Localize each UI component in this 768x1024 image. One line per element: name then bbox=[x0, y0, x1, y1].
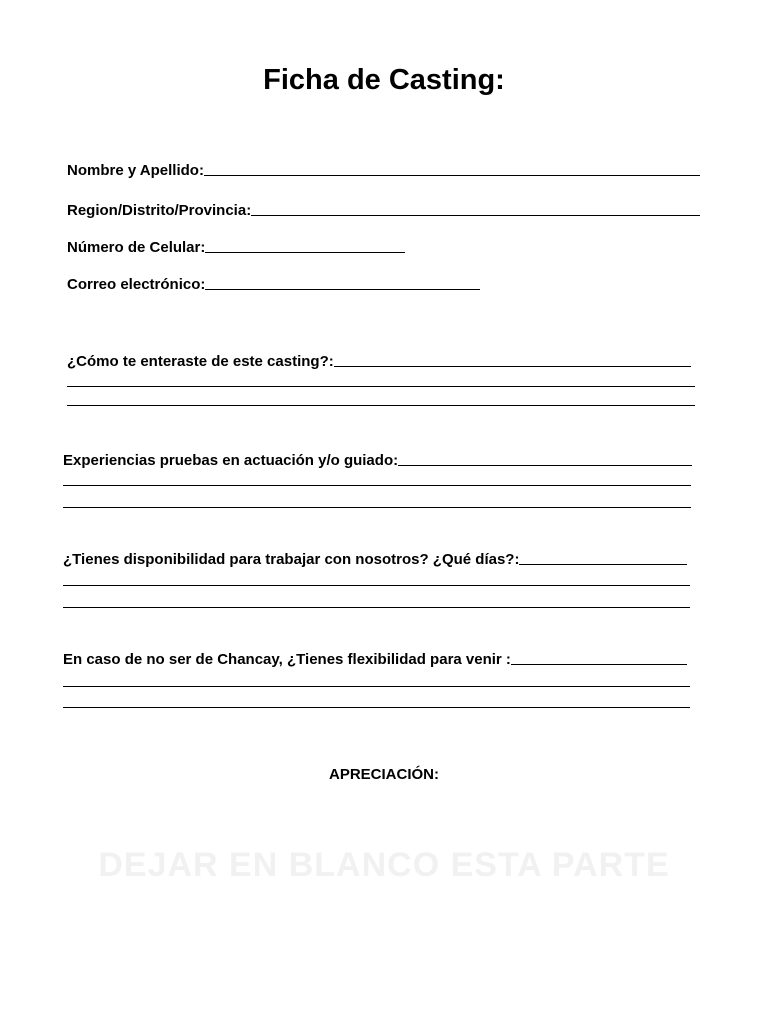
question-availability-label: ¿Tienes disponibilidad para trabajar con nosotros? ¿Qué días?: bbox=[63, 551, 520, 568]
email-input-line[interactable] bbox=[205, 288, 480, 290]
question-availability-line[interactable] bbox=[519, 563, 687, 565]
name-label: Nombre y Apellido: bbox=[67, 162, 204, 179]
phone-label: Número de Celular: bbox=[67, 239, 206, 256]
question-source-label: ¿Cómo te enteraste de este casting?: bbox=[67, 353, 334, 370]
phone-input-line[interactable] bbox=[205, 251, 405, 253]
answer-line[interactable] bbox=[63, 607, 690, 608]
name-input-line[interactable] bbox=[204, 174, 700, 176]
answer-line[interactable] bbox=[63, 507, 691, 508]
region-field bbox=[67, 202, 700, 219]
question-flexibility-line[interactable] bbox=[511, 663, 687, 665]
answer-line[interactable] bbox=[67, 386, 695, 387]
answer-line[interactable] bbox=[63, 707, 690, 708]
question-source-line[interactable] bbox=[334, 365, 691, 367]
question-flexibility-label: En caso de no ser de Chancay, ¿Tienes flexibilidad para venir : bbox=[63, 651, 511, 668]
region-input-line[interactable] bbox=[251, 214, 700, 216]
question-experience-label: Experiencias pruebas en actuación y/o guiado: bbox=[63, 452, 399, 469]
form-title: Ficha de Casting: bbox=[263, 64, 505, 96]
region-label: Region/Distrito/Provincia: bbox=[67, 202, 252, 219]
question-source bbox=[67, 353, 691, 370]
phone-field bbox=[67, 239, 405, 256]
name-field bbox=[67, 162, 700, 179]
answer-line[interactable] bbox=[63, 686, 690, 687]
question-flexibility bbox=[63, 651, 687, 668]
watermark-text: DEJAR EN BLANCO ESTA PARTE bbox=[98, 846, 670, 884]
answer-line[interactable] bbox=[63, 485, 691, 486]
answer-line[interactable] bbox=[67, 405, 695, 406]
email-label: Correo electrónico: bbox=[67, 276, 206, 293]
email-field bbox=[67, 276, 480, 293]
question-experience-line[interactable] bbox=[398, 464, 692, 466]
question-experience bbox=[63, 452, 692, 469]
appreciation-heading: APRECIACIÓN: bbox=[328, 766, 439, 783]
question-availability bbox=[63, 551, 687, 568]
answer-line[interactable] bbox=[63, 585, 690, 586]
